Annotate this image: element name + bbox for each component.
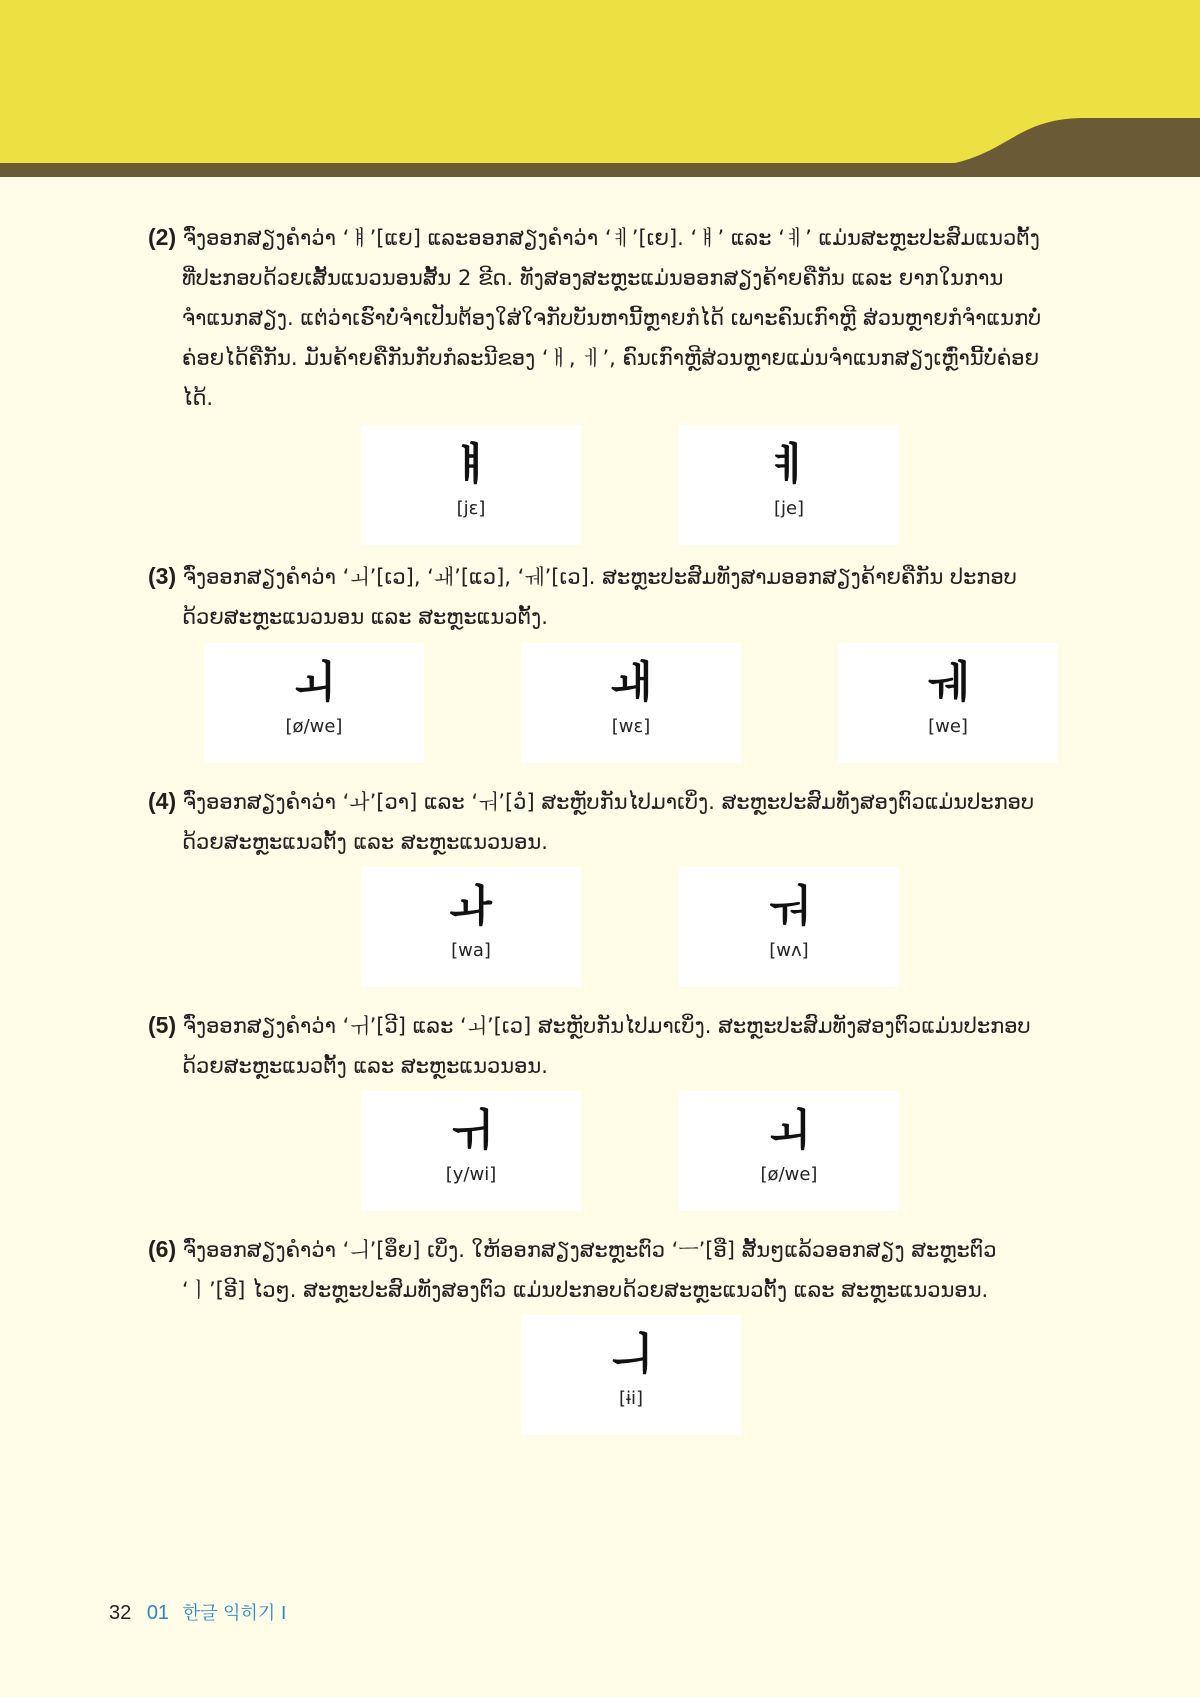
section-4-cards: [0, 867, 1200, 987]
section-6-cards: [0, 1315, 1200, 1435]
section-4: [148, 781, 1058, 862]
vowel-card: [521, 1315, 741, 1435]
vowel-pronunciation: [je]: [773, 498, 805, 519]
chapter-number: 01: [146, 1602, 170, 1624]
vowel-glyph: ㅢ: [609, 1329, 653, 1380]
vowel-glyph: ㅘ: [449, 881, 493, 932]
section-5-cards: [0, 1091, 1200, 1211]
vowel-glyph: ㅚ: [767, 1105, 811, 1156]
vowel-pronunciation: [wɛ]: [611, 716, 651, 737]
page-number: 32: [109, 1602, 132, 1624]
section-4-text: ຈົ່ງອອກສຽງຄຳວ່າ ‘ㅘ’[ວາ] ແລະ ‘ㅝ’[ວໍ] ສະຫຼັບກັນໄປມາເບິ່ງ. ສະຫຼະປະສົມທັງສອງຕົວແມ່ນປະກອບດ້ວຍສະຫຼະແນວຕັ້ງ ແລະ ສະຫຼະແນວນອນ.: [182, 790, 1035, 854]
vowel-glyph: ㅞ: [926, 657, 970, 708]
vowel-pronunciation: [wʌ]: [769, 940, 809, 961]
section-4-number: (4): [148, 788, 177, 814]
vowel-card: [204, 643, 424, 763]
section-6: [148, 1229, 1058, 1310]
vowel-glyph: ㅙ: [609, 657, 653, 708]
vowel-card: [838, 643, 1058, 763]
vowel-glyph: ㅟ: [449, 1105, 493, 1156]
vowel-glyph: ㅖ: [767, 439, 811, 490]
vowel-pronunciation: [ɨi]: [618, 1388, 644, 1409]
vowel-card: [679, 1091, 899, 1211]
chapter-title: 한글 익히기 Ⅰ: [182, 1603, 287, 1624]
section-3-number: (3): [148, 563, 177, 589]
section-6-paragraph: [148, 1229, 1058, 1310]
vowel-card: [361, 1091, 581, 1211]
vowel-card: [361, 867, 581, 987]
vowel-pronunciation: [we]: [928, 716, 968, 737]
vowel-pronunciation: [ø/we]: [760, 1164, 818, 1185]
section-5-number: (5): [148, 1012, 177, 1038]
section-6-text: ຈົ່ງອອກສຽງຄຳວ່າ ‘ㅢ’[ອຶຍ] ເບິ່ງ. ໃຫ້ອອກສຽງສະຫຼະຕົວ ‘ㅡ’[ອື] ສັ້ນໆແລ້ວອອກສຽງ ສະຫຼະຕົວ ‘ㅣ’[ອີ] ໄວໆ. ສະຫຼະປະສົມທັງສອງຕົວ ແມ່ນປະກອບດ້ວຍສະຫຼະແນວຕັ້ງ ແລະ ສະຫຼະແນວນອນ.: [182, 1238, 997, 1302]
vowel-card: [361, 425, 581, 545]
page-footer: [109, 1599, 286, 1625]
vowel-glyph: ㅚ: [292, 657, 336, 708]
section-3-paragraph: [148, 556, 1058, 637]
section-2-text: ຈົ່ງອອກສຽງຄຳວ່າ ‘ㅒ’[ແຍ] ແລະອອກສຽງຄຳວ່າ ‘ㅖ’[ເຍ]. ‘ㅒ’ ແລະ ‘ㅖ’ ແມ່ນສະຫຼະປະສົມແນວຕັ້ງ ທີ່ປະກອບດ້ວຍເສັ້ນແນວນອນສັ້ນ 2 ຂີດ. ທັງສອງສະຫຼະແມ່ນອອກສຽງຄ້າຍຄືກັນ ແລະ ຍາກໃນການຈຳແນກສຽງ. ແຕ່ວ່າເຮົາບໍ່ຈຳເປັນຕ້ອງໃສ່ໃຈກັບບັນຫານີ້ຫຼາຍກໍໄດ້ ເພາະຄົນເກົາຫຼີ ສ່ວນຫຼາຍກໍຈຳແນກບໍ່ຄ່ອຍໄດ້ຄືກັນ. ມັນຄ້າຍຄືກັນກັບກໍລະນີຂອງ ‘ㅐ, ㅔ’, ຄົນເກົາຫຼີສ່ວນຫຼາຍແມ່ນຈຳແນກສຽງເຫຼົ່ານີ້ບໍ່ຄ່ອຍໄດ້.: [182, 226, 1042, 410]
section-3-text: ຈົ່ງອອກສຽງຄຳວ່າ ‘ㅚ’[ເວ], ‘ㅙ’[ແວ], ‘ㅞ’[ເວ]. ສະຫຼະປະສົມທັງສາມອອກສຽງຄ້າຍຄືກັນ ປະກອບດ້ວຍສະຫຼະແນວນອນ ແລະ ສະຫຼະແນວຕັ້ງ.: [182, 565, 1017, 629]
vowel-pronunciation: [y/wi]: [445, 1164, 497, 1185]
vowel-card: [679, 867, 899, 987]
section-5: [148, 1005, 1058, 1086]
vowel-glyph: ㅒ: [449, 439, 493, 490]
section-3-cards: [0, 643, 1200, 763]
section-2-cards: [0, 425, 1200, 545]
vowel-pronunciation: [ø/we]: [285, 716, 343, 737]
section-5-paragraph: [148, 1005, 1058, 1086]
vowel-pronunciation: [jɛ]: [456, 498, 486, 519]
vowel-pronunciation: [wa]: [451, 940, 491, 961]
vowel-card: [521, 643, 741, 763]
section-3: [148, 556, 1058, 637]
section-2: [148, 217, 1058, 418]
section-5-text: ຈົ່ງອອກສຽງຄຳວ່າ ‘ㅟ’[ວີ] ແລະ ‘ㅚ’[ເວ] ສະຫຼັບກັນໄປມາເບິ່ງ. ສະຫຼະປະສົມທັງສອງຕົວແມ່ນປະກອບດ້ວຍສະຫຼະແນວຕັ້ງ ແລະ ສະຫຼະແນວນອນ.: [182, 1014, 1031, 1078]
section-2-paragraph: [148, 217, 1058, 418]
section-2-number: (2): [148, 224, 177, 250]
vowel-glyph: ㅝ: [767, 881, 811, 932]
section-4-paragraph: [148, 781, 1058, 862]
page-header-band: [0, 0, 1200, 177]
section-6-number: (6): [148, 1236, 177, 1262]
vowel-card: [679, 425, 899, 545]
